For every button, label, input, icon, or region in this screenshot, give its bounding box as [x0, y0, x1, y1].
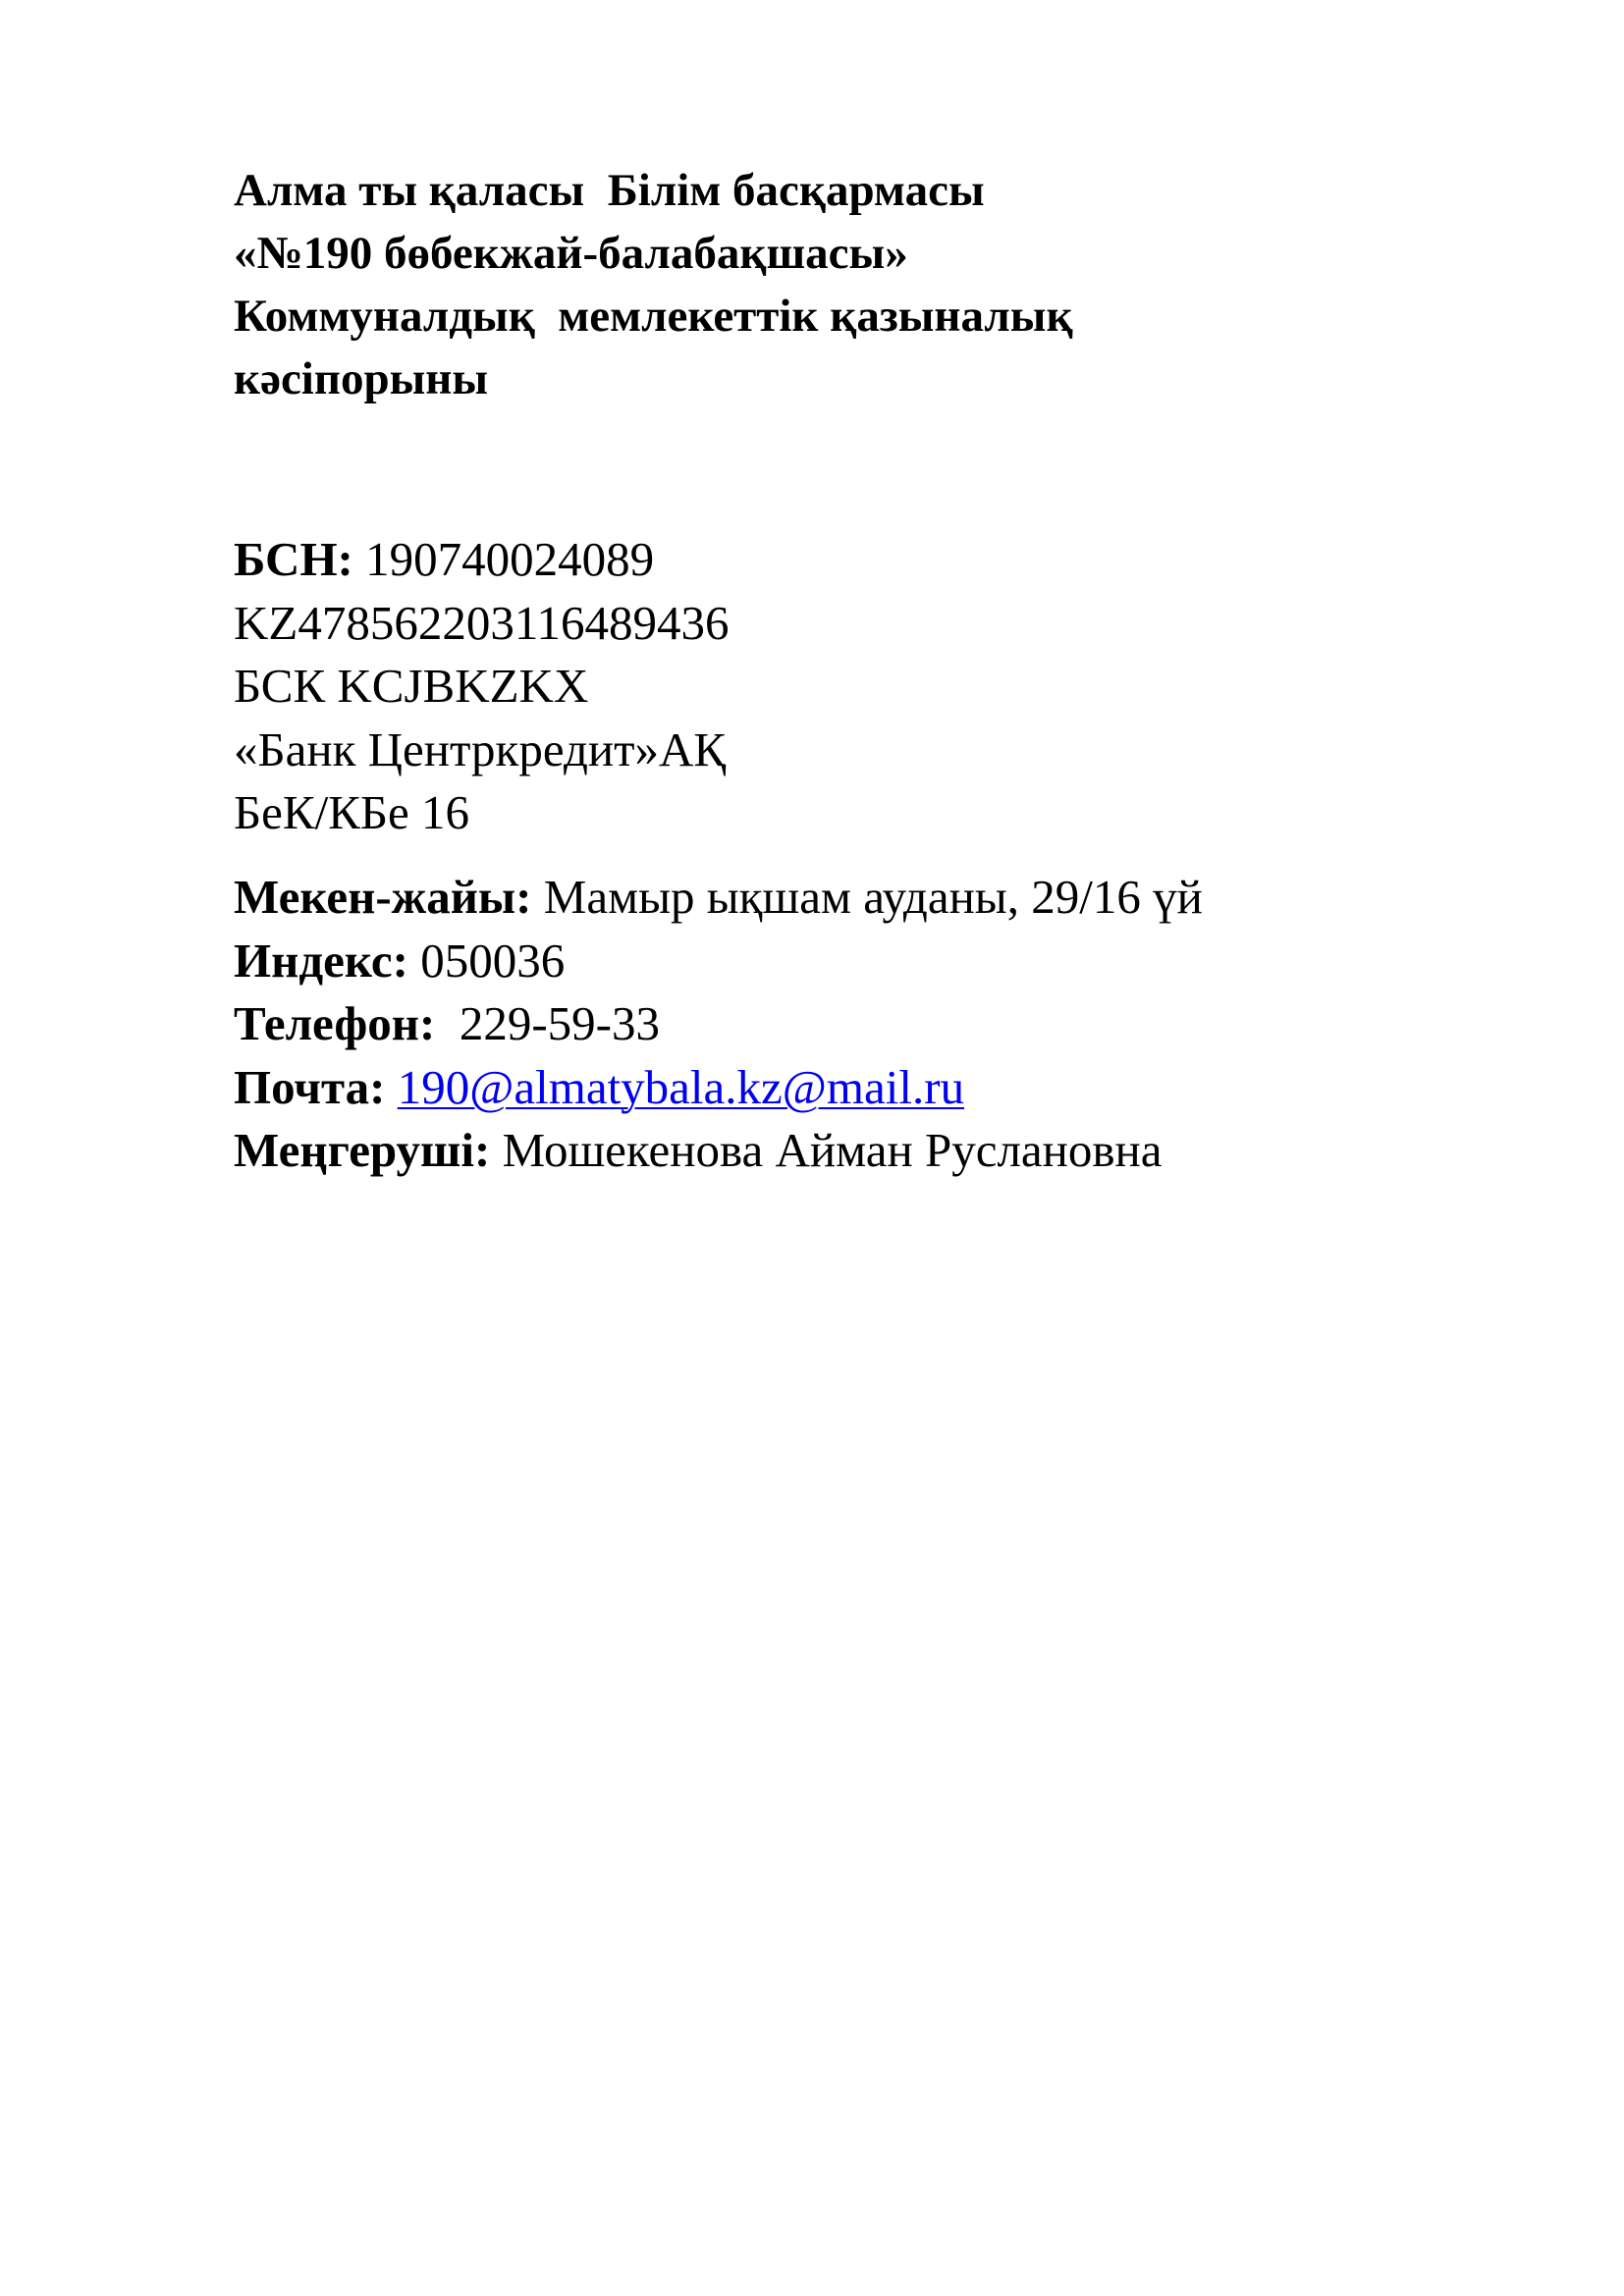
bank-name: «Банк Центркредит»АҚ [234, 721, 727, 776]
email-label: Почта: [234, 1059, 386, 1114]
address-label: Мекен-жайы: [234, 870, 532, 924]
head-label: Меңгеруші: [234, 1123, 491, 1177]
phone-label: Телефон: [234, 996, 436, 1050]
phone-value: 229-59-33 [435, 996, 660, 1050]
header-line-kindergarten-name: «№190 бөбекжай-балабақшасы» [234, 228, 908, 279]
bic-value: БСК KCJBKZKX [234, 659, 589, 713]
contact-details [234, 866, 1559, 1183]
bin-row [234, 528, 1510, 592]
bank-details [234, 528, 1510, 845]
header-line-city-department: Алма ты қаласы Білім басқармасы [234, 165, 985, 216]
head-row [234, 1119, 1559, 1183]
iban-value: KZ478562203116489436 [234, 595, 730, 650]
bin-value: 190740024089 [352, 532, 655, 586]
address-row [234, 866, 1559, 930]
kbe-value: БеК/КБе 16 [234, 785, 469, 839]
index-label: Индекс: [234, 933, 408, 988]
email-row [234, 1056, 1559, 1120]
index-value: 050036 [407, 933, 566, 988]
organization-header [234, 159, 1510, 410]
index-row [234, 930, 1559, 993]
bin-label: БСН: [234, 532, 353, 586]
header-line-enterprise: кәсіпорыны [234, 353, 489, 404]
email-link[interactable]: 190@almatybala.kz@mail.ru [397, 1059, 965, 1114]
head-value: Мошекенова Айман Руслановна [490, 1123, 1163, 1177]
phone-row [234, 992, 1559, 1056]
address-value: Мамыр ықшам ауданы, 29/16 үй [531, 870, 1203, 924]
header-line-enterprise-type: Коммуналдық мемлекеттік қазыналық [234, 291, 1073, 342]
